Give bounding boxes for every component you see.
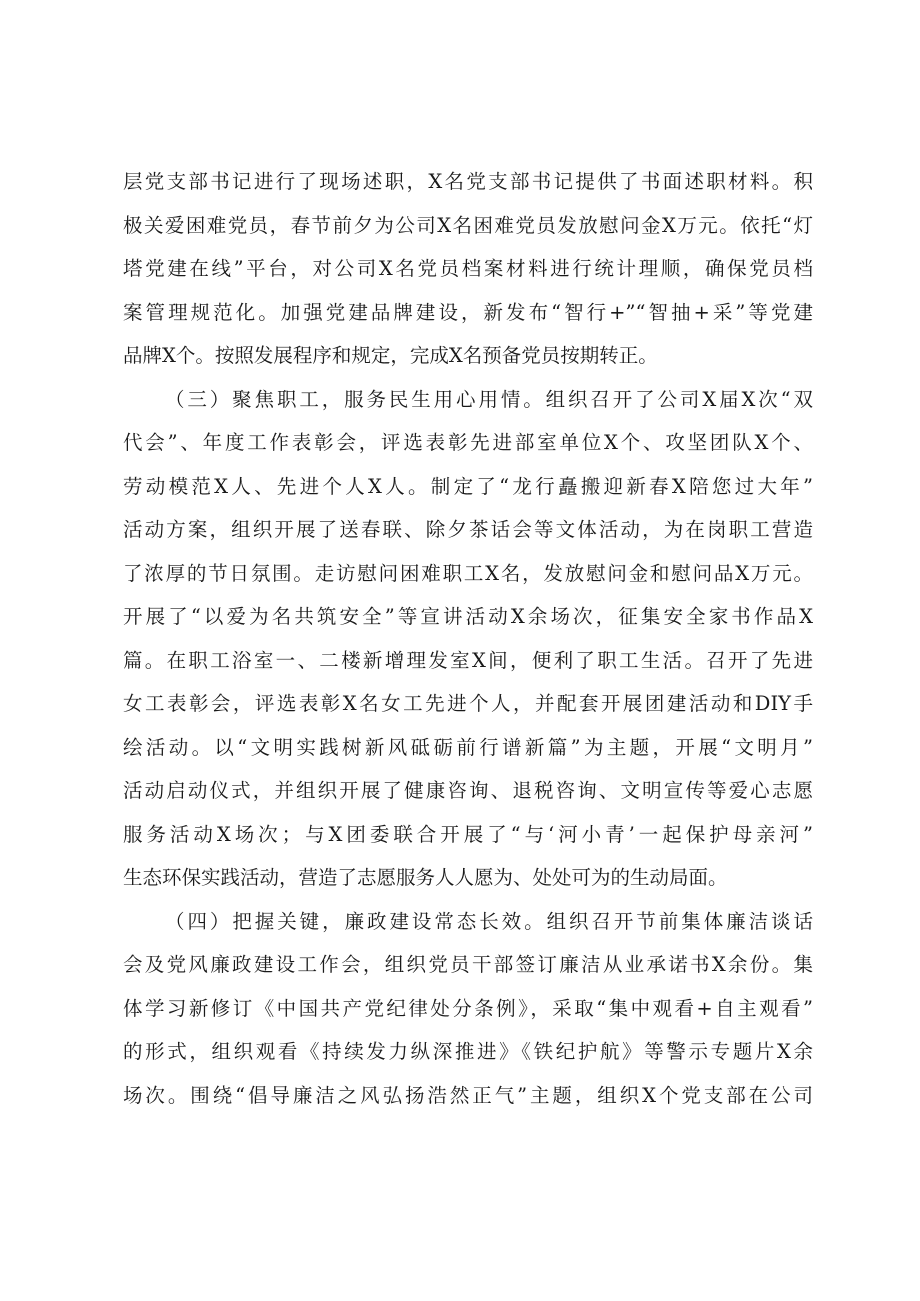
paragraph-heading-line: （三）聚焦职工，服务民生用心用情。组织召开了公司X届X次“双 (165, 388, 813, 411)
text-line: 活动方案，组织开展了送春联、除夕茶话会等文体活动，为在岗职工营造 (123, 518, 813, 541)
text-line: 生态环保实践活动，营造了志愿服务人人愿为、处处可为的生动局面。 (123, 866, 728, 889)
text-line: 的形式，组织观看《持续发力纵深推进》《铁纪护航》等警示专题片X余 (123, 1040, 813, 1063)
text-line: 塔党建在线”平台，对公司X名党员档案材料进行统计理顺，确保党员档 (123, 257, 813, 280)
text-line: 开展了“以爱为名共筑安全”等宣讲活动X余场次，征集安全家书作品X (123, 605, 813, 628)
paragraph-heading-line: （四）把握关键，廉政建设常态长效。组织召开节前集体廉洁谈话 (165, 910, 813, 933)
text-line: 层党支部书记进行了现场述职，X名党支部书记提供了书面述职材料。积 (123, 170, 813, 193)
text-line: 服务活动X场次；与X团委联合开展了“与‘河小青’一起保护母亲河” (123, 823, 813, 846)
text-line: 女工表彰会，评选表彰X名女工先进个人，并配套开展团建活动和DIY手 (123, 692, 813, 715)
text-line: 绘活动。以“文明实践树新风砥砺前行谱新篇”为主题，开展“文明月” (123, 736, 813, 759)
text-line: 会及党风廉政建设工作会，组织党员干部签订廉洁从业承诺书X余份。集 (123, 953, 813, 976)
text-line: 品牌X个。按照发展程序和规定，完成X名预备党员按期转正。 (123, 344, 658, 367)
text-line: 活动启动仪式，并组织开展了健康咨询、退税咨询、文明宣传等爱心志愿 (123, 779, 813, 802)
text-line: 场次。围绕“倡导廉洁之风弘扬浩然正气”主题，组织X个党支部在公司 (123, 1084, 813, 1107)
text-line: 极关爱困难党员，春节前夕为公司X名困难党员发放慰问金X万元。依托“灯 (123, 214, 813, 237)
text-line: 了浓厚的节日氛围。走访慰问困难职工X名，发放慰问金和慰问品X万元。 (123, 562, 813, 585)
text-line: 体学习新修订《中国共产党纪律处分条例》，采取“集中观看+自主观看” (123, 997, 813, 1020)
text-line: 案管理规范化。加强党建品牌建设，新发布“智行+”“智抽+采”等党建 (123, 301, 813, 324)
text-line: 篇。在职工浴室一、二楼新增理发室X间，便利了职工生活。召开了先进 (123, 649, 813, 672)
text-line: 劳动模范X人、先进个人X人。制定了“龙行矗搬迎新春X陪您过大年” (123, 475, 813, 498)
text-line: 代会”、年度工作表彰会，评选表彰先进部室单位X个、攻坚团队X个、 (123, 431, 813, 454)
